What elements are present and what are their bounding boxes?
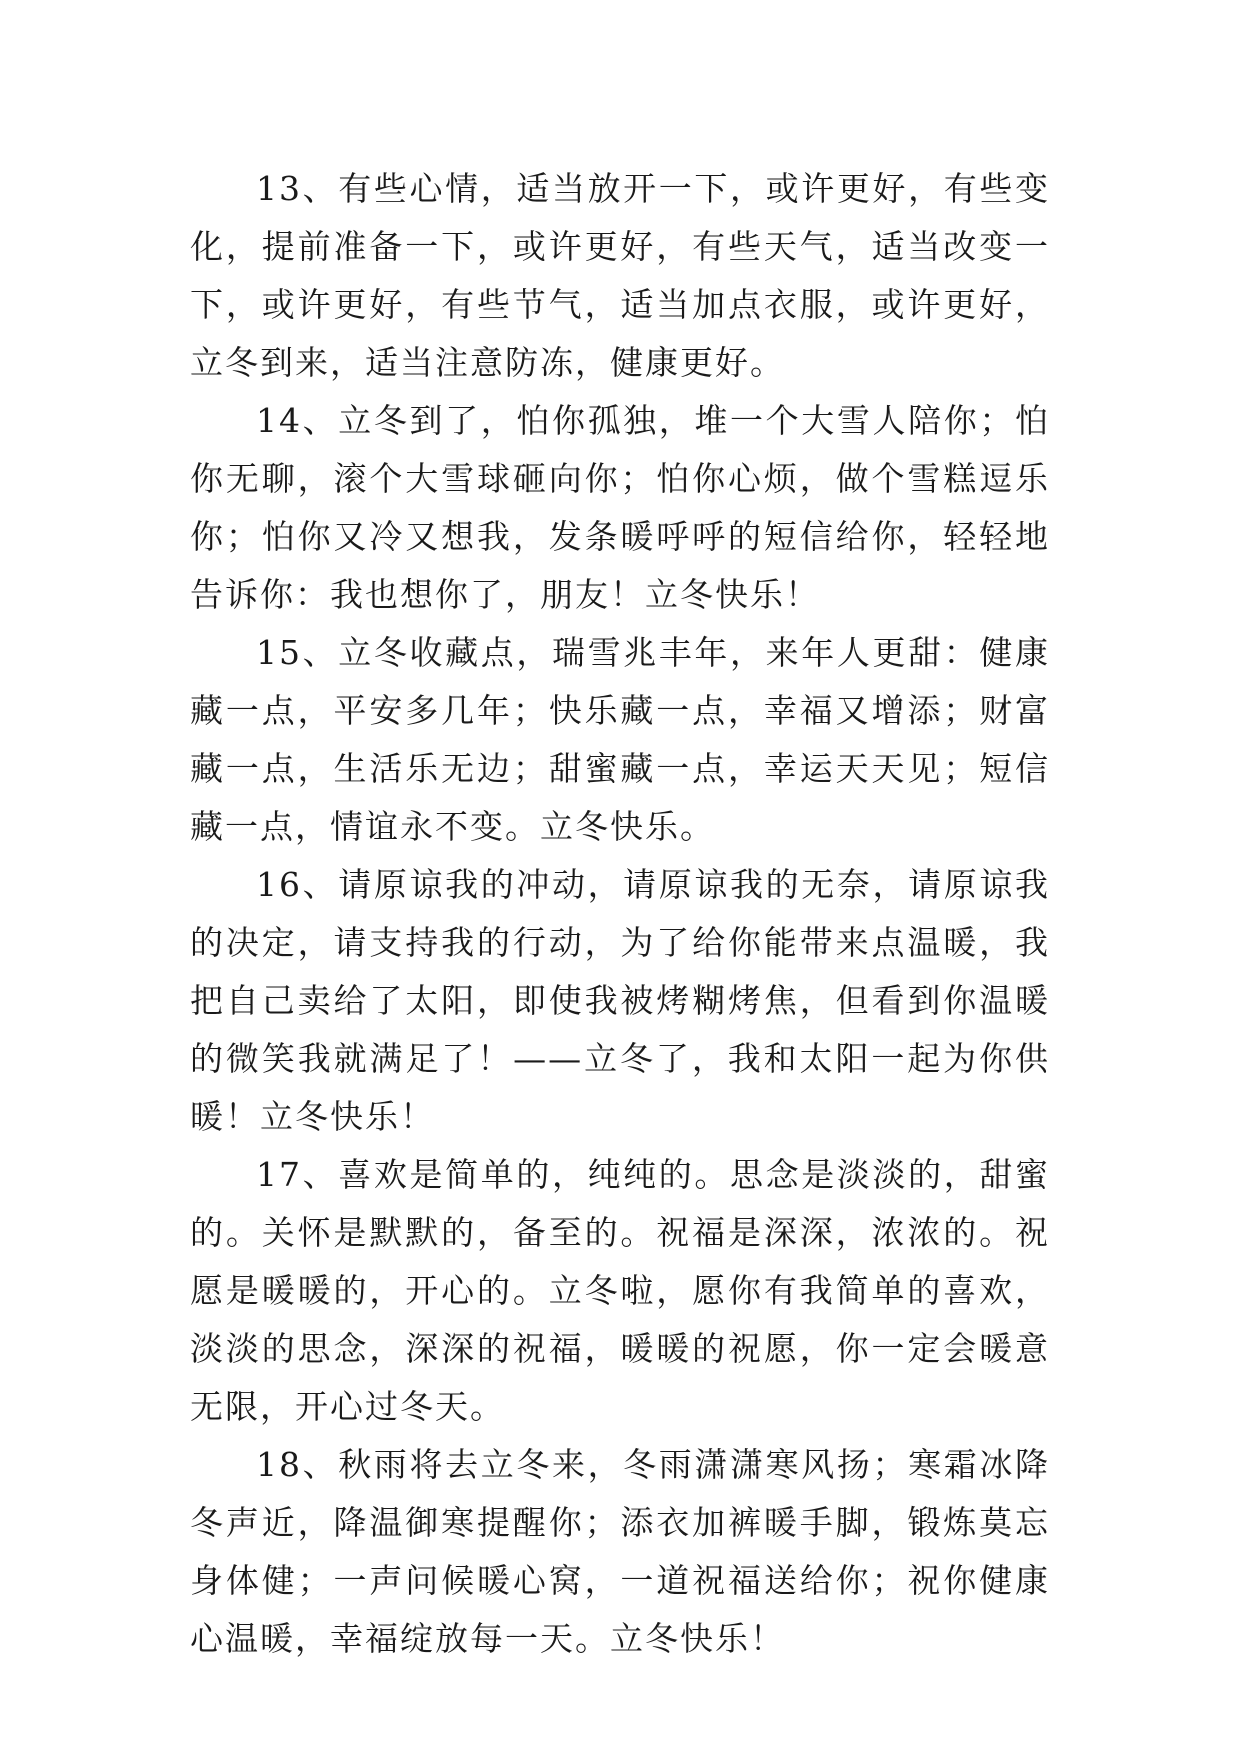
paragraph-16: 16、请原谅我的冲动，请原谅我的无奈，请原谅我的决定，请支持我的行动，为了给你能带来点温暖，我把自己卖给了太阳，即使我被烤糊烤焦，但看到你温暖的微笑我就满足了！——立冬了，我和太阳一起为你供暖！立冬快乐！ [190,865,1050,1136]
paragraph-15: 15、立冬收藏点，瑞雪兆丰年，来年人更甜：健康藏一点，平安多几年；快乐藏一点，幸福又增添；财富藏一点，生活乐无边；甜蜜藏一点，幸运天天见；短信藏一点，情谊永不变。立冬快乐。 [190,633,1050,846]
paragraph-14: 14、立冬到了，怕你孤独，堆一个大雪人陪你；怕你无聊，滚个大雪球砸向你；怕你心烦，做个雪糕逗乐你；怕你又冷又想我，发条暖呼呼的短信给你，轻轻地告诉你：我也想你了，朋友！立冬快乐！ [190,401,1050,614]
document-body [190,160,1050,1668]
paragraph-18: 18、秋雨将去立冬来，冬雨潇潇寒风扬；寒霜冰降冬声近，降温御寒提醒你；添衣加裤暖手脚，锻炼莫忘身体健；一声问候暖心窝，一道祝福送给你；祝你健康心温暖，幸福绽放每一天。立冬快乐！ [190,1445,1050,1658]
paragraph-13: 13、有些心情，适当放开一下，或许更好，有些变化，提前准备一下，或许更好，有些天气，适当改变一下，或许更好，有些节气，适当加点衣服，或许更好，立冬到来，适当注意防冻，健康更好。 [190,169,1050,382]
paragraph-17: 17、喜欢是简单的，纯纯的。思念是淡淡的，甜蜜的。关怀是默默的，备至的。祝福是深深，浓浓的。祝愿是暖暖的，开心的。立冬啦，愿你有我简单的喜欢，淡淡的思念，深深的祝福，暖暖的祝愿，你一定会暖意无限，开心过冬天。 [190,1155,1050,1426]
